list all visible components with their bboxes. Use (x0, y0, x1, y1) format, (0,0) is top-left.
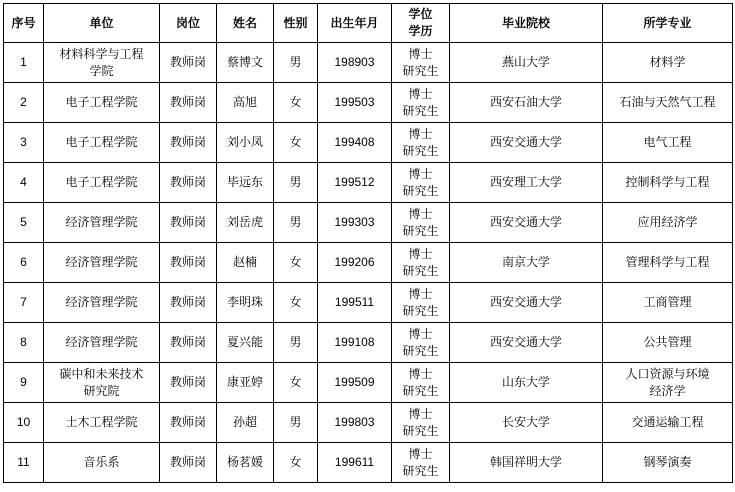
cell-post: 教师岗 (160, 403, 217, 443)
header-row (4, 4, 733, 43)
cell-degree-line1: 博士 (408, 166, 433, 181)
cell-unit: 电子工程学院 (44, 83, 160, 123)
cell-major: 材料学 (603, 43, 733, 83)
header-major: 所学专业 (603, 4, 733, 43)
cell-name: 刘小凤 (217, 123, 274, 163)
table-row (4, 443, 733, 483)
cell-degree-line2: 研究生 (402, 303, 439, 318)
header-unit: 单位 (44, 4, 160, 43)
cell-name: 蔡博文 (217, 43, 274, 83)
cell-degree-line2: 研究生 (402, 263, 439, 278)
cell-gender: 男 (274, 203, 318, 243)
cell-degree-line1: 博士 (408, 326, 433, 341)
cell-degree-line1: 博士 (408, 46, 433, 61)
cell-name: 康亚婷 (217, 363, 274, 403)
cell-post: 教师岗 (160, 283, 217, 323)
cell-school: 西安交通大学 (450, 123, 603, 163)
cell-major: 钢琴演奏 (603, 443, 733, 483)
cell-seq: 5 (4, 203, 44, 243)
cell-birth: 199509 (318, 363, 392, 403)
cell-name: 夏兴能 (217, 323, 274, 363)
cell-seq: 1 (4, 43, 44, 83)
cell-unit: 经济管理学院 (44, 323, 160, 363)
header-degree (392, 4, 450, 43)
cell-major (603, 363, 733, 403)
cell-degree-line1: 博士 (408, 126, 433, 141)
cell-seq: 4 (4, 163, 44, 203)
cell-degree-line1: 博士 (408, 366, 433, 381)
cell-degree-line1: 博士 (408, 446, 433, 461)
table-row (4, 163, 733, 203)
cell-degree-line2: 研究生 (402, 143, 439, 158)
cell-seq: 3 (4, 123, 44, 163)
cell-gender: 男 (274, 43, 318, 83)
header-degree-line1: 学位 (408, 7, 433, 21)
cell-birth: 199803 (318, 403, 392, 443)
cell-unit (44, 43, 160, 83)
cell-seq: 6 (4, 243, 44, 283)
cell-major: 应用经济学 (603, 203, 733, 243)
cell-degree (392, 123, 450, 163)
cell-school: 燕山大学 (450, 43, 603, 83)
cell-degree (392, 83, 450, 123)
cell-post: 教师岗 (160, 243, 217, 283)
cell-unit: 经济管理学院 (44, 283, 160, 323)
cell-birth: 199511 (318, 283, 392, 323)
cell-unit: 经济管理学院 (44, 203, 160, 243)
cell-school: 南京大学 (450, 243, 603, 283)
cell-unit: 土木工程学院 (44, 403, 160, 443)
header-seq: 序号 (4, 4, 44, 43)
cell-unit-line2: 研究院 (83, 383, 120, 398)
cell-school: 西安石油大学 (450, 83, 603, 123)
cell-post: 教师岗 (160, 323, 217, 363)
cell-school: 西安交通大学 (450, 323, 603, 363)
cell-degree-line2: 研究生 (402, 463, 439, 478)
cell-school: 山东大学 (450, 363, 603, 403)
cell-name: 毕远东 (217, 163, 274, 203)
cell-seq: 7 (4, 283, 44, 323)
cell-gender: 女 (274, 83, 318, 123)
cell-degree (392, 403, 450, 443)
cell-birth: 199108 (318, 323, 392, 363)
cell-birth: 198903 (318, 43, 392, 83)
header-gender: 性别 (274, 4, 318, 43)
cell-birth: 199512 (318, 163, 392, 203)
cell-seq: 8 (4, 323, 44, 363)
cell-school: 西安交通大学 (450, 283, 603, 323)
cell-post: 教师岗 (160, 83, 217, 123)
cell-birth: 199408 (318, 123, 392, 163)
cell-unit: 电子工程学院 (44, 123, 160, 163)
cell-degree-line1: 博士 (408, 286, 433, 301)
cell-birth: 199611 (318, 443, 392, 483)
cell-school: 韩国祥明大学 (450, 443, 603, 483)
header-school: 毕业院校 (450, 4, 603, 43)
cell-name: 杨茗媛 (217, 443, 274, 483)
recruitment-table (3, 3, 733, 483)
cell-major: 交通运输工程 (603, 403, 733, 443)
cell-degree-line1: 博士 (408, 246, 433, 261)
table-row (4, 243, 733, 283)
table-row (4, 283, 733, 323)
cell-post: 教师岗 (160, 123, 217, 163)
table-row (4, 363, 733, 403)
cell-gender: 男 (274, 403, 318, 443)
cell-seq: 2 (4, 83, 44, 123)
table-row (4, 403, 733, 443)
cell-name: 刘岳虎 (217, 203, 274, 243)
cell-unit: 经济管理学院 (44, 243, 160, 283)
cell-degree-line2: 研究生 (402, 423, 439, 438)
cell-degree-line2: 研究生 (402, 383, 439, 398)
cell-post: 教师岗 (160, 163, 217, 203)
cell-unit: 电子工程学院 (44, 163, 160, 203)
header-name: 姓名 (217, 4, 274, 43)
cell-degree-line2: 研究生 (402, 183, 439, 198)
cell-unit: 音乐系 (44, 443, 160, 483)
cell-degree-line2: 研究生 (402, 63, 439, 78)
cell-degree (392, 443, 450, 483)
cell-degree (392, 243, 450, 283)
cell-unit-line1: 材料科学与工程 (59, 46, 144, 61)
cell-post: 教师岗 (160, 203, 217, 243)
cell-name: 李明珠 (217, 283, 274, 323)
cell-birth: 199503 (318, 83, 392, 123)
cell-seq: 9 (4, 363, 44, 403)
cell-school: 西安交通大学 (450, 203, 603, 243)
table-row (4, 323, 733, 363)
cell-major: 工商管理 (603, 283, 733, 323)
cell-degree (392, 363, 450, 403)
cell-degree (392, 163, 450, 203)
cell-degree-line1: 博士 (408, 406, 433, 421)
cell-gender: 女 (274, 123, 318, 163)
cell-seq: 11 (4, 443, 44, 483)
cell-gender: 女 (274, 363, 318, 403)
header-birth: 出生年月 (318, 4, 392, 43)
cell-birth: 199206 (318, 243, 392, 283)
cell-major: 管理科学与工程 (603, 243, 733, 283)
table-row (4, 83, 733, 123)
cell-unit-line1: 碳中和未来技术 (59, 366, 144, 381)
table-row (4, 43, 733, 83)
cell-major: 控制科学与工程 (603, 163, 733, 203)
cell-major-line1: 人口资源与环境 (625, 366, 710, 381)
cell-major-line2: 经济学 (649, 383, 686, 398)
cell-school: 西安理工大学 (450, 163, 603, 203)
table-body (4, 43, 733, 483)
cell-degree-line1: 博士 (408, 206, 433, 221)
cell-gender: 女 (274, 243, 318, 283)
cell-name: 赵楠 (217, 243, 274, 283)
cell-major: 公共管理 (603, 323, 733, 363)
header-degree-line2: 学历 (408, 24, 433, 38)
cell-major: 石油与天然气工程 (603, 83, 733, 123)
cell-gender: 女 (274, 443, 318, 483)
cell-gender: 女 (274, 283, 318, 323)
header-post: 岗位 (160, 4, 217, 43)
cell-degree-line2: 研究生 (402, 343, 439, 358)
cell-seq: 10 (4, 403, 44, 443)
cell-birth: 199303 (318, 203, 392, 243)
cell-unit-line2: 学院 (89, 63, 114, 78)
cell-name: 孙超 (217, 403, 274, 443)
cell-degree-line2: 研究生 (402, 223, 439, 238)
cell-post: 教师岗 (160, 43, 217, 83)
cell-school: 长安大学 (450, 403, 603, 443)
cell-unit (44, 363, 160, 403)
table-row (4, 123, 733, 163)
cell-name: 高旭 (217, 83, 274, 123)
table-row (4, 203, 733, 243)
cell-major: 电气工程 (603, 123, 733, 163)
cell-post: 教师岗 (160, 443, 217, 483)
cell-degree-line2: 研究生 (402, 103, 439, 118)
cell-post: 教师岗 (160, 363, 217, 403)
cell-gender: 男 (274, 323, 318, 363)
cell-degree-line1: 博士 (408, 86, 433, 101)
cell-degree (392, 43, 450, 83)
cell-degree (392, 203, 450, 243)
cell-gender: 男 (274, 163, 318, 203)
cell-degree (392, 323, 450, 363)
cell-degree (392, 283, 450, 323)
